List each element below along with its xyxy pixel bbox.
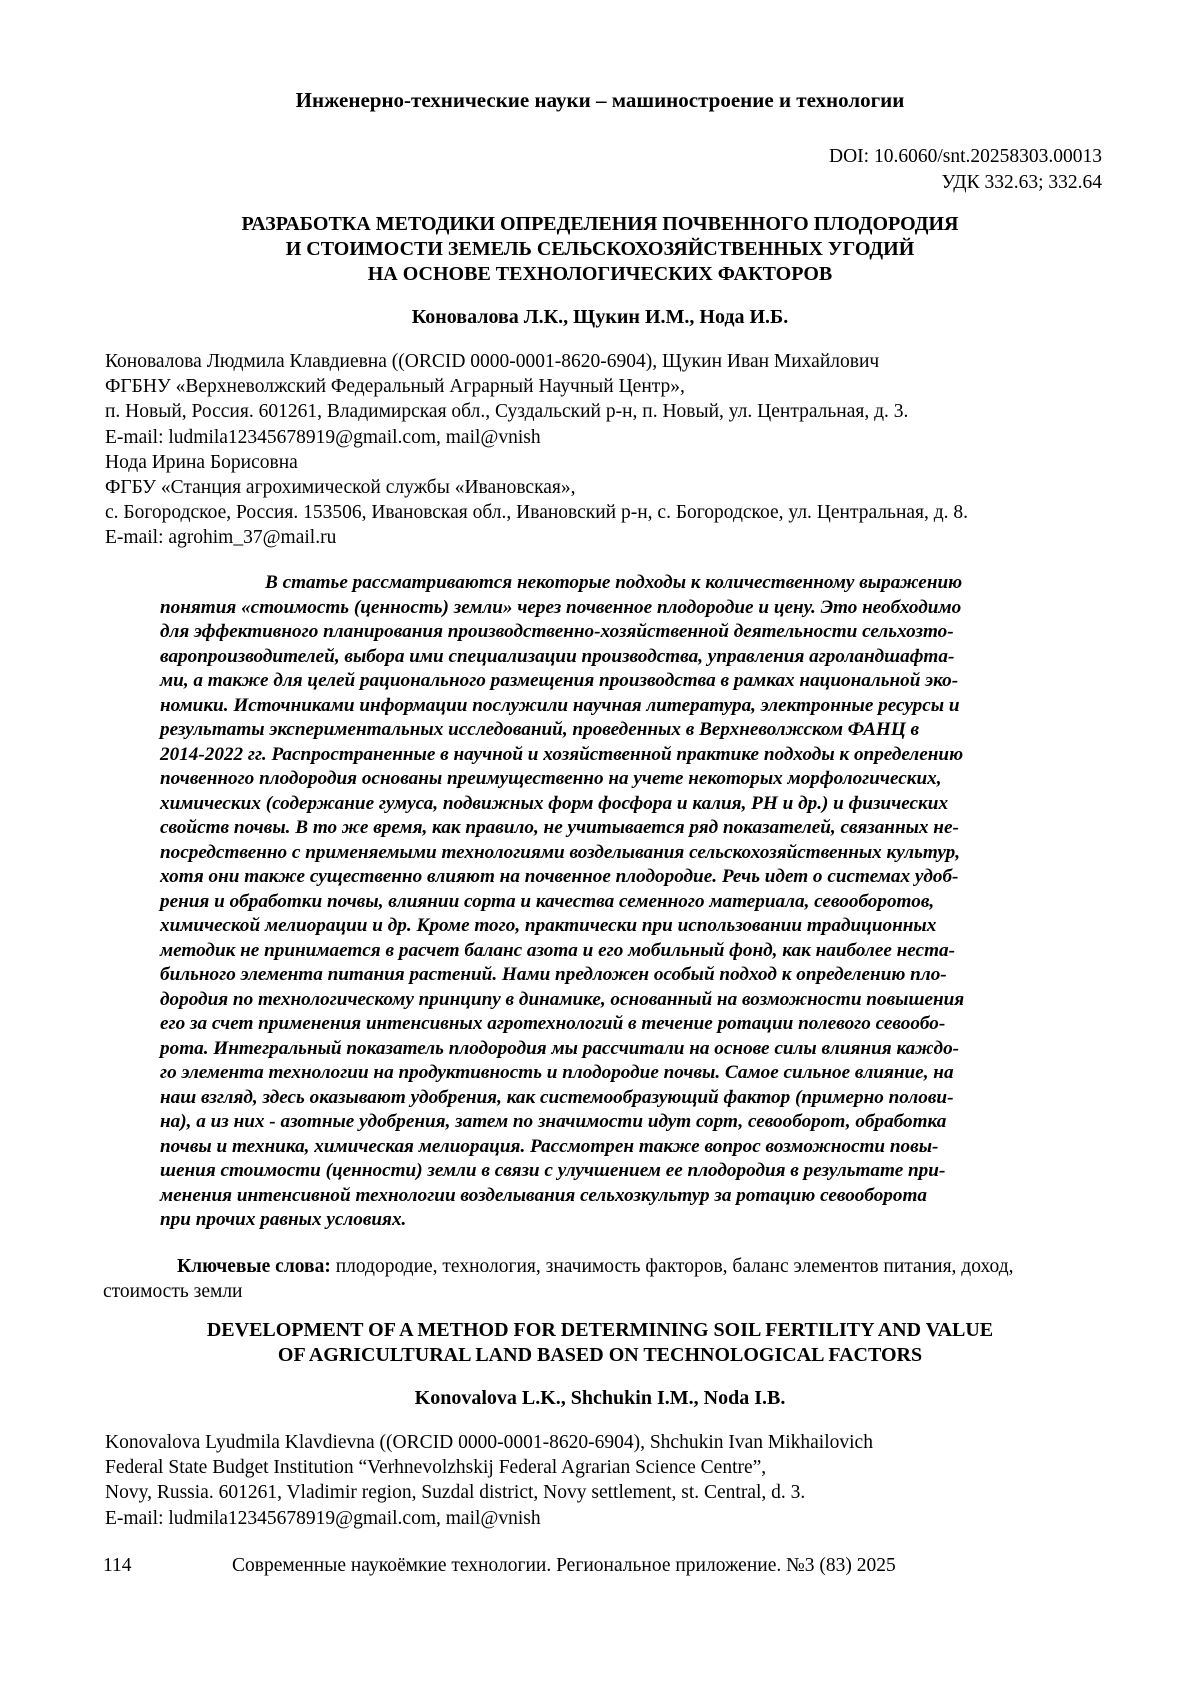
abstract-line: рота. Интегральный показатель плодородия мы рассчитали на основе силы влияния каждо-: [160, 1037, 960, 1059]
abstract-line: методик не принимается в расчет баланс азота и его мобильный фонд, как наиболее неста-: [160, 939, 955, 961]
page-number: 114: [103, 1555, 132, 1576]
ru-abstract: [160, 571, 1098, 1233]
udc-text: УДК 332.63; 332.64: [941, 172, 1102, 193]
ru-title-line: И СТОИМОСТИ ЗЕМЕЛЬ СЕЛЬСКОХОЗЯЙСТВЕННЫХ УГОДИЙ: [285, 238, 915, 260]
abstract-line: варопроизводителей, выбора ими специализации производства, управления агроландшафта-: [160, 645, 955, 667]
affiliation-line: Коновалова Людмила Клавдиевна ((ORCID 0000-0001-8620-6904), Щукин Иван Михайлович: [105, 351, 880, 372]
abstract-line: химической мелиорации и др. Кроме того, практически при использовании традиционных: [160, 915, 937, 936]
affiliation-line: E-mail: ludmila12345678919@gmail.com, mail@vnish: [105, 426, 541, 448]
affiliation-line: E-mail: agrohim_37@mail.ru: [105, 527, 337, 549]
ru-title: [120, 212, 1080, 287]
abstract-line: рения и обработки почвы, влиянии сорта и качества семенного материала, севооборотов,: [160, 890, 935, 912]
abstract-line: при прочих равных условиях.: [160, 1209, 407, 1230]
abstract-line: свойств почвы. В то же время, как правило, не учитывается ряд показателей, связанных не-: [160, 817, 959, 838]
abstract-line: наш взгляд, здесь оказывают удобрения, как системообразующий фактор (примерно полови-: [160, 1086, 954, 1108]
ru-affiliations: [105, 349, 1105, 551]
en-affiliations: [105, 1430, 1105, 1531]
ru-keywords: [103, 1254, 1098, 1304]
abstract-line: на), а из них - азотные удобрения, затем по значимости идут сорт, севооборот, обработка: [160, 1111, 947, 1132]
affiliation-line: ФГБУ «Станция агрохимической службы «Ивановская»,: [105, 477, 576, 499]
abstract-line: химических (содержание гумуса, подвижных форм фосфора и калия, РН и др.) и физических: [160, 792, 949, 814]
affiliation-line: Konovalova Lyudmila Klavdievna ((ORCID 0000-0001-8620-6904), Shchukin Ivan Mikhailovich: [105, 1432, 873, 1453]
abstract-line: бильного элемента питания растений. Нами предложен особый подход к определению пло-: [160, 964, 947, 985]
keywords-label: Ключевые слова:: [177, 1256, 331, 1277]
abstract-line: его за счет применения интенсивных агротехнологий в течение ротации полевого севообо-: [160, 1013, 946, 1034]
affiliation-line: ФГБНУ «Верхневолжский Федеральный Аграрный Научный Центр»,: [105, 376, 685, 398]
abstract-line: хотя они также существенно влияют на почвенное плодородие. Речь идет о системах удоб-: [160, 866, 959, 887]
abstract-line: ми, а также для целей рационального размещения производства в рамках национальной эко-: [160, 670, 959, 691]
abstract-line: понятия «стоимость (ценность) земли» через почвенное плодородие и цену. Это необходимо: [160, 596, 962, 618]
en-authors: Konovalova L.K., Shchukin I.M., Noda I.B.: [414, 1387, 786, 1409]
abstract-line: для эффективного планирования производственно-хозяйственной деятельности сельхозто-: [160, 621, 954, 642]
abstract-line: результаты экспериментальных исследований, проведенных в Верхневолжском ФАНЦ в: [160, 719, 920, 740]
affiliation-line: п. Новый, Россия. 601261, Владимирская обл., Суздальский р-н, п. Новый, ул. Центральная, д. 3.: [105, 401, 909, 423]
journal-footer: Современные наукоёмкие технологии. Региональное приложение. №3 (83) 2025: [232, 1555, 896, 1576]
abstract-line: менения интенсивной технологии возделывания сельхозкультур за ротацию севооборота: [160, 1184, 928, 1206]
ru-authors: Коновалова Л.К., Щукин И.М., Нода И.Б.: [411, 306, 789, 328]
en-title-line: DEVELOPMENT OF A METHOD FOR DETERMINING SOIL FERTILITY AND VALUE: [206, 1319, 994, 1341]
affiliation-line: Нода Ирина Борисовна: [105, 451, 298, 473]
journal-section-heading: Инженерно-технические науки – машиностроение и технологии: [295, 88, 905, 112]
abstract-line: шения стоимости (ценности) земли в связи с улучшением ее плодородия в результате при-: [160, 1160, 946, 1181]
affiliation-line: E-mail: ludmila12345678919@gmail.com, mail@vnish: [105, 1507, 541, 1529]
affiliation-line: Federal State Budget Institution “Verhnevolzhskij Federal Agrarian Science Centre”,: [105, 1457, 767, 1479]
abstract-line: номики. Источниками информации послужили научная литература, электронные ресурсы и: [160, 694, 960, 716]
affiliation-line: с. Богородское, Россия. 153506, Ивановская обл., Ивановский р-н, с. Богородское, ул. Центральная, д. 8.: [105, 502, 969, 524]
keywords-text: плодородие, технология, значимость факторов, баланс элементов питания, доход, стоимость земли: [103, 1256, 1014, 1302]
doi-text: DOI: 10.6060/snt.20258303.00013: [829, 146, 1102, 167]
en-title-line: OF AGRICULTURAL LAND BASED ON TECHNOLOGICAL FACTORS: [277, 1344, 923, 1366]
en-title: [120, 1318, 1080, 1368]
abstract-line: дородия по технологическому принципу в динамике, основанный на возможности повышения: [160, 988, 965, 1010]
abstract-line: почвы и техника, химическая мелиорация. Рассмотрен также вопрос возможности повы-: [160, 1135, 939, 1157]
ru-title-line: РАЗРАБОТКА МЕТОДИКИ ОПРЕДЕЛЕНИЯ ПОЧВЕННОГО ПЛОДОРОДИЯ: [241, 213, 959, 235]
abstract-line: В статье рассматриваются некоторые подходы к количественному выражению: [265, 572, 963, 593]
abstract-line: посредственно с применяемыми технологиями возделывания сельскохозяйственных культур,: [160, 841, 960, 863]
affiliation-line: Novy, Russia. 601261, Vladimir region, Suzdal district, Novy settlement, st. Central, d. 3.: [105, 1482, 806, 1504]
abstract-line: 2014-2022 гг. Распространенные в научной и хозяйственной практике подходы к определению: [160, 743, 964, 765]
ru-title-line: НА ОСНОВЕ ТЕХНОЛОГИЧЕСКИХ ФАКТОРОВ: [367, 263, 833, 285]
abstract-line: почвенного плодородия основаны преимущественно на учете некоторых морфологических,: [160, 768, 942, 789]
abstract-line: го элемента технологии на продуктивность и плодородие почвы. Самое сильное влияние, на: [160, 1062, 954, 1083]
